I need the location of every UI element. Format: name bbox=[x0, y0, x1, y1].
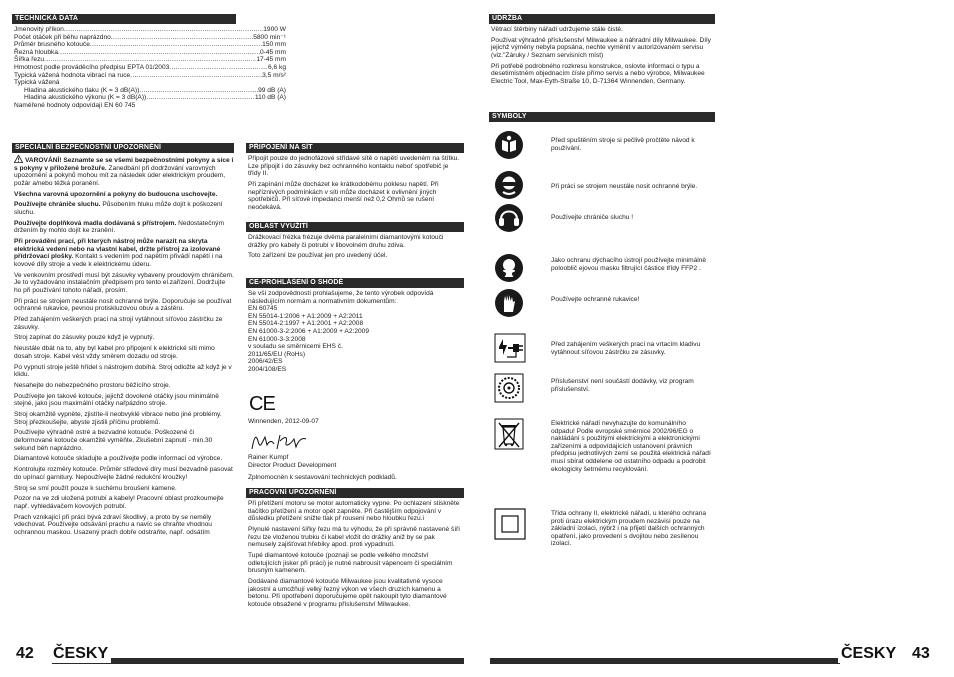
safety-paragraph: Před zahájením veškerých prací na stroji vytáhnout síťovou zástrčku ze zásuvky. bbox=[14, 316, 223, 331]
safety-paragraph: Pozor na ve zdi uložená potrubí a kabely! Pracovní oblast prozkoumejte např. vyhledávačem kovových potrubí. bbox=[14, 495, 224, 510]
conformity-line: EN 60745 bbox=[248, 305, 278, 313]
safety-header: SPECIÁLNÍ BEZPEČNOSTNÍ UPOZORNĚNÍ bbox=[12, 143, 234, 153]
safety-paragraph: Ve venkovním prostředí musí být zásuvky vybaveny proudovým chráničem. Je to vyžadováno instalačním předpisem pro tento el.zařízení. Dodržujte ho při používání tohoto nářadí, prosím. bbox=[14, 271, 234, 294]
read-manual-icon bbox=[494, 130, 524, 160]
symbol-text: Při práci se strojem neustále nosit ochranné brýle. bbox=[551, 183, 698, 190]
conformity-line: v souladu se směrnicemi EHS č. bbox=[248, 343, 343, 351]
respirator-mask-icon bbox=[494, 253, 524, 283]
symbol-text: Příslušenství není součástí dodávky, viz program příslušenství. bbox=[551, 378, 694, 393]
maintenance-text bbox=[491, 26, 713, 89]
signer-block bbox=[248, 454, 462, 469]
work-text bbox=[248, 500, 462, 611]
work-header: PRACOVNÍ UPOZORNĚNÍ bbox=[246, 488, 464, 498]
ear-protection-icon bbox=[494, 203, 524, 233]
signature bbox=[250, 431, 330, 453]
work-paragraph: Tupé diamantové kotouče (poznají se podle velkého množství odletujících jisker při práci) je nutné nabrousit vápencem či speciálním brusným kamenem. bbox=[248, 551, 453, 575]
page-number: 43 bbox=[912, 645, 930, 662]
safety-paragraph: Stroj se smí použít pouze k suchému broušení kamene. bbox=[14, 484, 177, 492]
safety-paragraph: Prach vznikající při práci bývá zdraví škodlivý, a proto by se neměly vdechovat. Používejte odsávání prachu a navíc se chraňte vhodnou ochrannou maskou. Usazený prach dobře odstraňte, např. odsátím bbox=[14, 513, 212, 536]
work-paragraph: Plynulé nastavení šířky řezu má tu výhodu, že při správně nastavené šíři řezu lze vloženou trubku či kabel vložit do drážky aniž by se pak nemusely zajišťovat hřebíky apod. proti vypadnutí. bbox=[248, 525, 460, 549]
connection-paragraph: Připojit pouze do jednofázové střídavé sítě o napětí uvedeném na štítku. Lze připojit i do zásuvky bez ochranného kontaktu neboť spotřebič je třídy II. bbox=[248, 155, 460, 178]
class-ii-icon bbox=[494, 508, 526, 540]
safety-glasses-icon bbox=[494, 170, 524, 200]
symbol-text: Před spuštěním stroje si pečlivě pročtěte návod k používání. bbox=[551, 137, 695, 152]
accessory-not-included-icon bbox=[494, 373, 524, 403]
weee-bin-icon bbox=[494, 418, 524, 450]
maintenance-paragraph: Při potřebě podrobného rozkresu konstrukce, oslovte informaci o typu a desetimístném objednacím čísle přímo servis a nebo výrobce, Milwaukee Electric Tool, Max-Eyth-Straße 10, D-71364 Winnenden, Germany. bbox=[491, 62, 705, 85]
conformity-line: 2006/42/ES bbox=[248, 358, 283, 366]
footer-bar bbox=[490, 658, 840, 664]
spec-row: Hladina akustického tlaku (K = 3 dB(A)) ..... 99 dB (A) bbox=[14, 87, 286, 95]
sign-place: Winnenden, 2012-09-07 bbox=[248, 418, 319, 425]
spec-row: Hmotnost podle prováděcího předpisu EPTA 01/2003 ..... 6,6 kg bbox=[14, 64, 286, 72]
conformity-line: EN 55014-1:2006 + A1:2009 + A2:2011 bbox=[248, 312, 363, 320]
ear-paragraph: Používejte chrániče sluchu. Působením hluku může dojít k poškození sluchu. bbox=[14, 201, 223, 216]
language-label: ČESKY bbox=[50, 645, 111, 663]
hidden-wiring-paragraph: Při provádění prací, při kterých nástroj může narazit na skryta elektrická vedení nebo na vlastní kabel, držte přístroj za izolované přídržovací plošky. Kontakt s vedením pod napětím přivádí napětí i na kovové díly stroje a vede k elektrickému úderu. bbox=[14, 238, 223, 268]
work-paragraph: Dodávané diamantové kotouče Milwaukee jsou kvalitativně vysoce jakostní a umožňují velký řezný výkon ve všech druzích kamenu a betonu. Při opotřebení doporučujeme opět nakoupit tyto diamantové kotouče obsažené v programu příslušenství Milwaukee. bbox=[248, 577, 447, 608]
symbols-header: SYMBOLY bbox=[489, 112, 715, 122]
conformity-line: EN 61000-3-2:2006 + A1:2009 + A2:2009 bbox=[248, 327, 369, 335]
safety-paragraph: Stroj okamžitě vypněte, zjistíte-li neobvyklé vibrace nebo jiné problémy. Stroj přezkoušejte, abyste zjistili příčinu problémů. bbox=[14, 411, 222, 426]
spec-table bbox=[14, 26, 286, 110]
spec-row: Jmenovitý příkon ..... 1900 W bbox=[14, 26, 286, 34]
symbol-text: Používejte ochranné rukavice! bbox=[551, 296, 640, 303]
usage-text bbox=[248, 234, 462, 263]
handle-paragraph: Používejte doplňková madla dodávaná s přístrojem. Nedostatečným držením by mohlo dojít ke zranění. bbox=[14, 219, 224, 235]
safety-paragraph: Neustále dbát na to, aby byl kabel pro připojení k elektrické síti mimo dosah stroje. Kabel vést vždy směrem dozadu od stroje. bbox=[14, 345, 215, 360]
authorized-note: Zplnomocněn k sestavování technických podkladů. bbox=[248, 474, 397, 481]
conformity-text bbox=[248, 290, 462, 374]
page-number: 42 bbox=[16, 645, 34, 662]
unplug-icon bbox=[494, 333, 526, 363]
maintenance-header: ÚDRŽBA bbox=[489, 14, 715, 24]
warning-paragraph: VAROVÁNÍ! Seznamte se se všemi bezpečnostními pokyny a síce i s pokyny v přiložené brožuře. Zanedbání při dodržování varovných upozornění a pokynů mohou mít za následek úder elektrickým proudem, požár a/nebo těžká poranění. bbox=[14, 157, 234, 187]
conformity-line: 2011/65/EU (RoHs) bbox=[248, 350, 306, 358]
connection-paragraph: Při zapínání může docházet ke krátkodobému poklesu napětí. Při nepříznivých podmínkách v síti může docházet k ovlivnění jiných spotřebičů. Při síťové impedanci menší než 0,2 Ohmů se rušení neočekává. bbox=[248, 180, 439, 211]
usage-header: OBLAST VYUŽITÍ bbox=[246, 222, 464, 232]
safety-paragraph: Kontrolujte rozměry kotoučе. Průměr středové díry musí bezvadně pasovat do upínací garnitury. Nepoužívejte žádné redukční kroužky! bbox=[14, 466, 233, 481]
usage-paragraph: Toto zařízení lze používat jen pro uvedený účel. bbox=[248, 252, 388, 260]
conformity-line: 2004/108/ES bbox=[248, 365, 287, 373]
spec-row: Řezná hloubka ..... 0-45 mm bbox=[14, 49, 286, 57]
spec-row: Typická vážená hodnota vibrací na ruce ..... 3,5 m/s² bbox=[14, 72, 286, 80]
spec-row: Hladina akustického výkonu (K = 3 dB(A)) ..... 110 dB (A) bbox=[14, 94, 286, 102]
signer-name: Rainer Kumpf bbox=[248, 454, 289, 461]
footer-bar bbox=[52, 658, 464, 664]
safety-text bbox=[14, 155, 234, 540]
safety-paragraph: Používejte jen takové kotouče, jejichž dovolené otáčky jsou minimálně stejné, jako jsou maximální otáčky nařpázdno stroje. bbox=[14, 392, 219, 408]
usage-paragraph: Drážkovací frézka frézuje dvěma paralelními diamantovými kotouči drážky pro kabely či potrubí v libovolném druhu zdiva. bbox=[248, 234, 444, 249]
language-label: ČESKY bbox=[838, 645, 899, 663]
keep-instructions: Všechna varovná upozornění a pokyny do budoucna uschovejte. bbox=[14, 190, 218, 198]
signer-title: Director Product Development bbox=[248, 461, 337, 469]
measured-note: Naměřené hodnoty odpovídají EN 60 745 bbox=[14, 101, 136, 109]
conformity-line: EN 61000-3-3:2008 bbox=[248, 335, 306, 343]
connection-header: PŘIPOJENÍ NA SÍT bbox=[246, 143, 464, 153]
spec-row: Šířka řezu ..... 17-45 mm bbox=[14, 56, 286, 64]
safety-paragraph: Nesahejte do nebezpečného prostoru běžícího stroje. bbox=[14, 381, 171, 389]
safety-paragraph: Při práci se strojem neustále nosit ochranné brýle. Doporučuje se používat ochranné rukavice, pevnou protiskluzovou obuv a zástěru. bbox=[14, 297, 232, 313]
spec-row: Průměr brusného kotouče ..... 150 mm bbox=[14, 41, 286, 49]
symbol-text: Elektrické nářadí nevyhazujte do komunálního odpadu! Podle evropské směrnice 2002/96/EG o nakládání s použitými elektrickými a elektronickými zařízeními a odpovídajících ustanovení právních předpisu jednotlivých zemí se použitá elektrická nářadí musí sbírat oddelene od ostatního odpadu a podrobit ekologicky šetrnému recyklování. bbox=[551, 420, 711, 473]
right-page bbox=[477, 0, 954, 677]
conformity-line: Se vší zodpovědností prohlašujeme, že tento výrobek odpovídá následujícím normám a normativním dokumentům: bbox=[248, 290, 434, 305]
protective-gloves-icon bbox=[494, 288, 524, 318]
ce-mark: CE bbox=[249, 393, 275, 415]
safety-paragraph: Diamantové kotouče skladujte a používejte podle informací od výrobce. bbox=[14, 455, 223, 463]
connection-text bbox=[248, 155, 462, 215]
safety-paragraph: Po vypnutí stroje ještě hřídel s nástrojem dobíhá. Stroj odložte až když je v klidu. bbox=[14, 363, 232, 379]
symbol-text: Používejte chrániče sluchu ! bbox=[551, 214, 634, 221]
safety-paragraph: Používejte výhradně ostré a bezvadné kotouče. Poškozené či deformované kotouče okamžitě vyměňte. Zkušební zapnutí - min.30 sekund běh naprázdno. bbox=[14, 429, 213, 452]
symbol-text: Třída ochrany II, elektrické nářadí, u kterého ochrana proti úrazu elektrickým proudem nezávisí pouze na základní izolaci, nýbrž i na přijetí dalších ochranných opatření, jako provedení s dvojitou nebo zesílenou izolací. bbox=[551, 510, 707, 548]
tech-data-header: TECHNICKÁ DATA bbox=[12, 14, 236, 24]
noise-title: Typická vážená bbox=[14, 79, 60, 87]
work-paragraph: Při přetížení motoru se motor automaticky vypne. Po ochlazení stiskněte tlačítko přetížení a motor opět zapněte. Při častějším odpojování v důsledku přetížení snižte tlak př rousení nebo hloubku řezu.i bbox=[248, 500, 460, 523]
warning-triangle-icon bbox=[14, 155, 23, 163]
conformity-line: EN 55014-2:1997 + A1:2001 + A2:2008 bbox=[248, 320, 364, 328]
spec-row: Počet otáček při běhu naprázdno ..... 5800 min⁻¹ bbox=[14, 34, 286, 42]
safety-paragraph: Stroj zapínat do zásuvky pouze když je vypnutý. bbox=[14, 334, 155, 342]
symbol-text: Před zahájením veškerých prací na vrtacím kladivu vytáhnout síťovou zástrčku ze zásuvky. bbox=[551, 341, 701, 356]
symbol-text: Jako ochranu dýchacího ústrojí používejte minimálně polooblič ejovou masku filtrující částice třídy FFP2 . bbox=[551, 257, 707, 272]
maintenance-paragraph: Používat výhradně příslušenství Milwaukee a náhradní díly Milwaukee. Díly jejichž výměny nebyla popsána, nechte vyměnit v autorizovaném servisu (viz."Záruky / Seznam servisních míst) bbox=[491, 36, 711, 59]
maintenance-paragraph: Větrací štěrbiny nářadí udržujeme stále čisté. bbox=[491, 26, 623, 33]
conformity-header: CE-PROHLÁŠENÍ O SHODĚ bbox=[246, 278, 464, 288]
